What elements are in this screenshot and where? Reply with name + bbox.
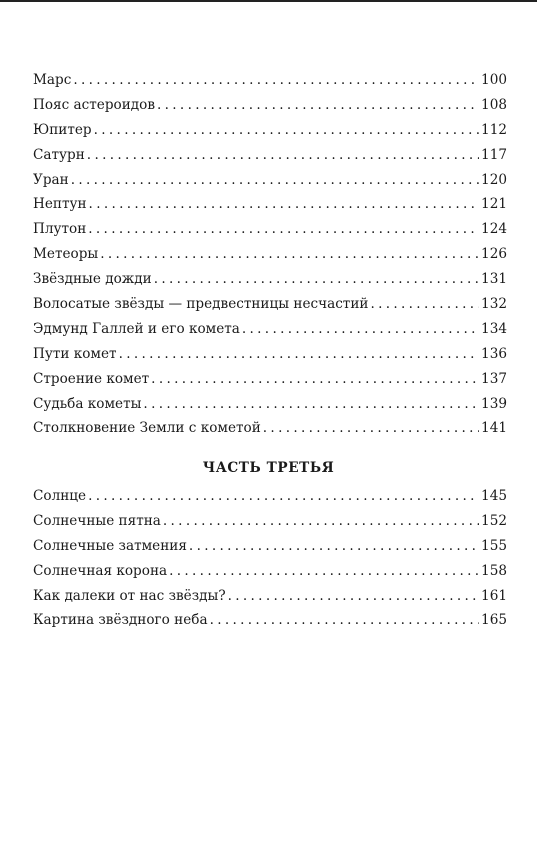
- toc-entry: [33, 342, 507, 367]
- toc-entry: [33, 509, 507, 534]
- toc-entry-title: Марс: [33, 72, 72, 88]
- toc-entry-title: Как далеки от нас звёзды?: [33, 587, 226, 604]
- toc-entry-page: 141: [481, 420, 507, 437]
- toc-entry-title: Эдмунд Галлей и его комета: [33, 320, 240, 337]
- toc-entry-page: 136: [481, 345, 507, 362]
- toc-entry-title: Сатурн: [33, 146, 85, 163]
- part-three-heading: ЧАСТЬ ТРЕТЬЯ: [202, 460, 335, 476]
- toc-entry-title: Волосатые звёзды — предвестницы несчастий: [33, 296, 369, 313]
- toc-section-part-two: [33, 68, 507, 441]
- toc-entry: [33, 534, 507, 559]
- toc-entry-title: Юпитер: [33, 121, 92, 138]
- toc-entry-page: 108: [481, 96, 507, 113]
- toc-entry: [33, 168, 507, 193]
- toc-entry: [33, 242, 507, 267]
- toc-entry-page: 132: [481, 296, 507, 313]
- toc-entry: [33, 192, 507, 217]
- toc-entry-page: 145: [481, 488, 507, 504]
- toc-entry: [33, 367, 507, 392]
- dot-leader: [100, 242, 479, 267]
- toc-entry-title: Солнечная корона: [33, 562, 168, 579]
- toc-entry: [33, 118, 507, 143]
- dot-leader: [157, 93, 479, 118]
- toc-entry-title: Нептун: [33, 196, 87, 213]
- toc-entry-page: 120: [481, 171, 507, 188]
- toc-entry-page: 165: [481, 612, 507, 629]
- dot-leader: [169, 559, 479, 584]
- dot-leader: [71, 168, 479, 193]
- toc-entry: [33, 559, 507, 584]
- toc-entry-page: 131: [481, 271, 507, 288]
- toc-entry-page: 112: [481, 121, 507, 138]
- toc-entry-page: 117: [481, 146, 507, 163]
- dot-leader: [87, 143, 479, 168]
- toc-entry-page: 100: [481, 72, 507, 88]
- toc-entry: [33, 416, 507, 441]
- toc-entry-title: Пути комет: [33, 345, 117, 362]
- dot-leader: [89, 192, 480, 217]
- toc-entry: [33, 608, 507, 633]
- toc-entry-title: Солнечные пятна: [33, 512, 161, 529]
- toc-section-part-three: [33, 484, 507, 633]
- dot-leader: [370, 292, 479, 317]
- toc-entry-title: Уран: [33, 171, 69, 188]
- toc-entry: [33, 392, 507, 417]
- dot-leader: [88, 217, 479, 242]
- toc-entry-page: 124: [481, 221, 507, 238]
- toc-entry-title: Пояс астероидов: [33, 96, 155, 113]
- toc-entry: [33, 217, 507, 242]
- toc-entry-title: Строение комет: [33, 370, 150, 387]
- dot-leader: [119, 342, 479, 367]
- toc-entry-title: Плутон: [33, 221, 87, 238]
- toc-entry-page: 152: [481, 512, 507, 529]
- toc-entry-page: 161: [481, 587, 507, 604]
- toc-entry: [33, 584, 507, 609]
- toc-entry-title: Картина звёздного неба: [33, 612, 208, 629]
- dot-leader: [73, 68, 479, 93]
- toc-entry-title: Солнечные затмения: [33, 537, 187, 554]
- toc-entry-title: Столкновение Земли с кометой: [33, 420, 261, 437]
- toc-entry-page: 121: [481, 196, 507, 213]
- toc-entry-title: Метеоры: [33, 246, 99, 263]
- dot-leader: [94, 118, 479, 143]
- dot-leader: [263, 416, 479, 441]
- top-rule: [0, 0, 537, 2]
- toc-entry: [33, 143, 507, 168]
- dot-leader: [242, 317, 479, 342]
- toc-entry-page: 155: [481, 537, 507, 554]
- dot-leader: [163, 509, 479, 534]
- toc-entry: [33, 267, 507, 292]
- toc-entry-title: Звёздные дожди: [33, 271, 152, 288]
- toc-entry: [33, 317, 507, 342]
- toc-entry: [33, 292, 507, 317]
- toc-entry-page: 137: [481, 370, 507, 387]
- dot-leader: [189, 534, 479, 559]
- toc-entry-title: Солнце: [33, 488, 87, 504]
- toc-entry-title: Судьба кометы: [33, 395, 142, 412]
- toc-entry-page: 134: [481, 320, 507, 337]
- dot-leader: [151, 367, 479, 392]
- toc-entry: [33, 93, 507, 118]
- dot-leader: [154, 267, 479, 292]
- toc-entry-page: 158: [481, 562, 507, 579]
- toc-entry: [33, 484, 507, 509]
- toc-entry: [33, 68, 507, 93]
- dot-leader: [88, 484, 479, 509]
- dot-leader: [228, 584, 479, 609]
- toc-entry-page: 126: [481, 246, 507, 263]
- toc-entry-page: 139: [481, 395, 507, 412]
- dot-leader: [143, 392, 479, 417]
- dot-leader: [210, 608, 479, 633]
